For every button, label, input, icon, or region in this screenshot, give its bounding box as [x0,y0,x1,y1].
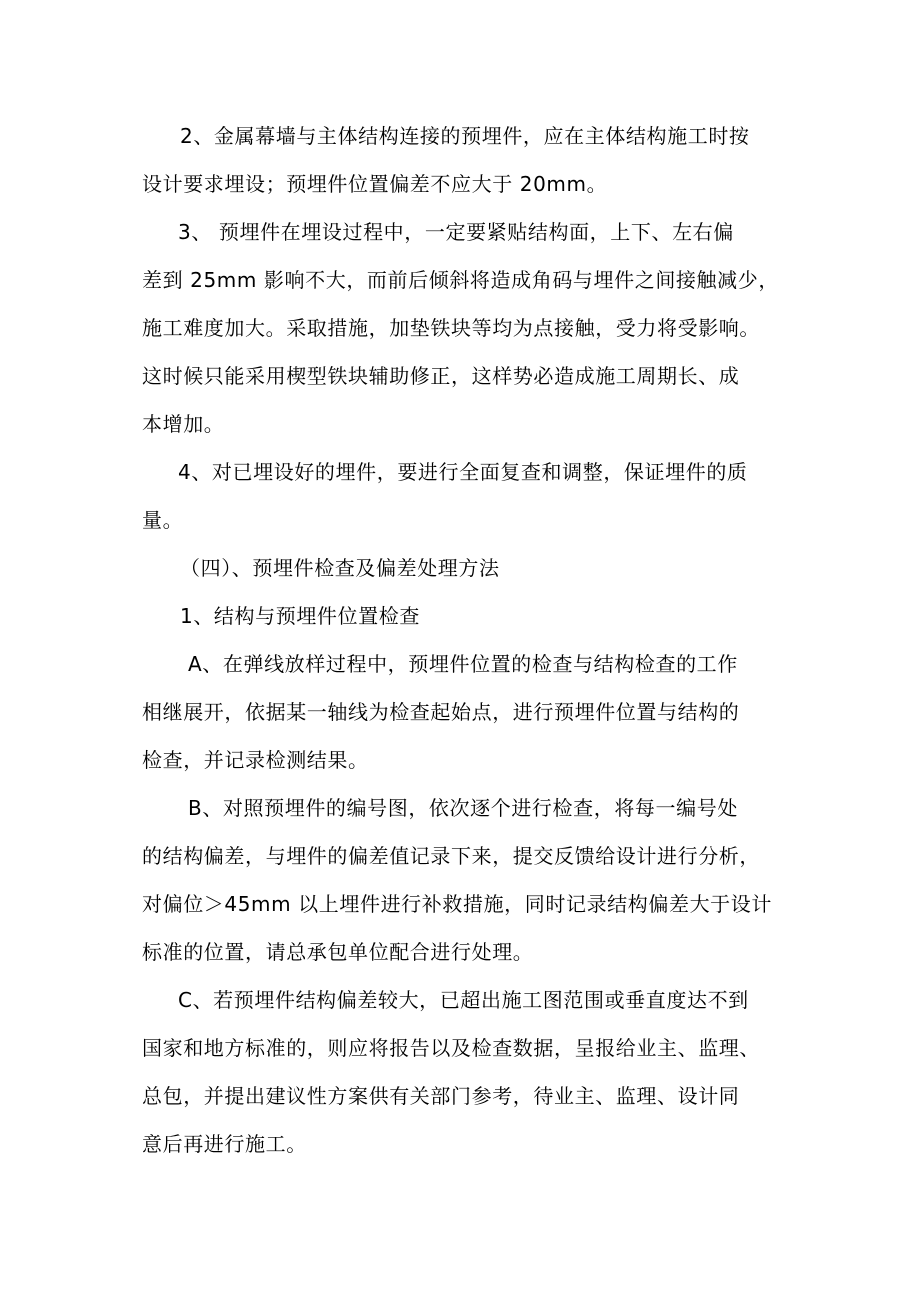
text-line: 本增加。 [142,412,225,436]
text-line: 的结构偏差，与埋件的偏差值记录下来，提交反馈给设计进行分析， [142,844,760,868]
text-line: 4、对已埋设好的埋件，要进行全面复查和调整，保证埋件的质 [178,460,748,484]
text-line: B、对照预埋件的编号图，依次逐个进行检查，将每一编号处 [188,796,738,820]
text-line: 检查，并记录检测结果。 [142,748,369,772]
text-line: 这时候只能采用楔型铁块辅助修正，这样势必造成施工周期长、成 [142,364,740,388]
text-line: 2、金属幕墙与主体结构连接的预埋件，应在主体结构施工时按 [180,124,750,148]
text-line: 国家和地方标准的，则应将报告以及检查数据，呈报给业主、监理、 [142,1036,760,1060]
text-line: 标准的位置，请总承包单位配合进行处理。 [142,940,534,964]
text-line: 相继展开，依据某一轴线为检查起始点，进行预埋件位置与结构的 [142,700,740,724]
text-line: 施工难度加大。采取措施，加垫铁块等均为点接触，受力将受影响。 [142,316,760,340]
text-line: A、在弹线放样过程中，预埋件位置的检查与结构检查的工作 [188,652,738,676]
section-heading: （四）、预埋件检查及偏差处理方法 [180,556,500,580]
text-line: 意后再进行施工。 [142,1132,307,1156]
text-line: C、若预埋件结构偏差较大，已超出施工图范围或垂直度达不到 [178,988,749,1012]
text-line: 量。 [142,508,184,532]
text-line: 3、 预埋件在埋设过程中，一定要紧贴结构面，上下、左右偏 [178,220,734,244]
text-line: 差到 25mm 影响不大，而前后倾斜将造成角码与埋件之间接触减少， [142,268,779,292]
text-line: 总包，并提出建议性方案供有关部门参考，待业主、监理、设计同 [142,1084,740,1108]
text-line: 设计要求埋设；预埋件位置偏差不应大于 20mm。 [142,172,608,196]
subsection-heading: 1、结构与预埋件位置检查 [180,604,420,628]
text-line: 对偏位＞45mm 以上埋件进行补救措施，同时记录结构偏差大于设计 [142,892,772,916]
